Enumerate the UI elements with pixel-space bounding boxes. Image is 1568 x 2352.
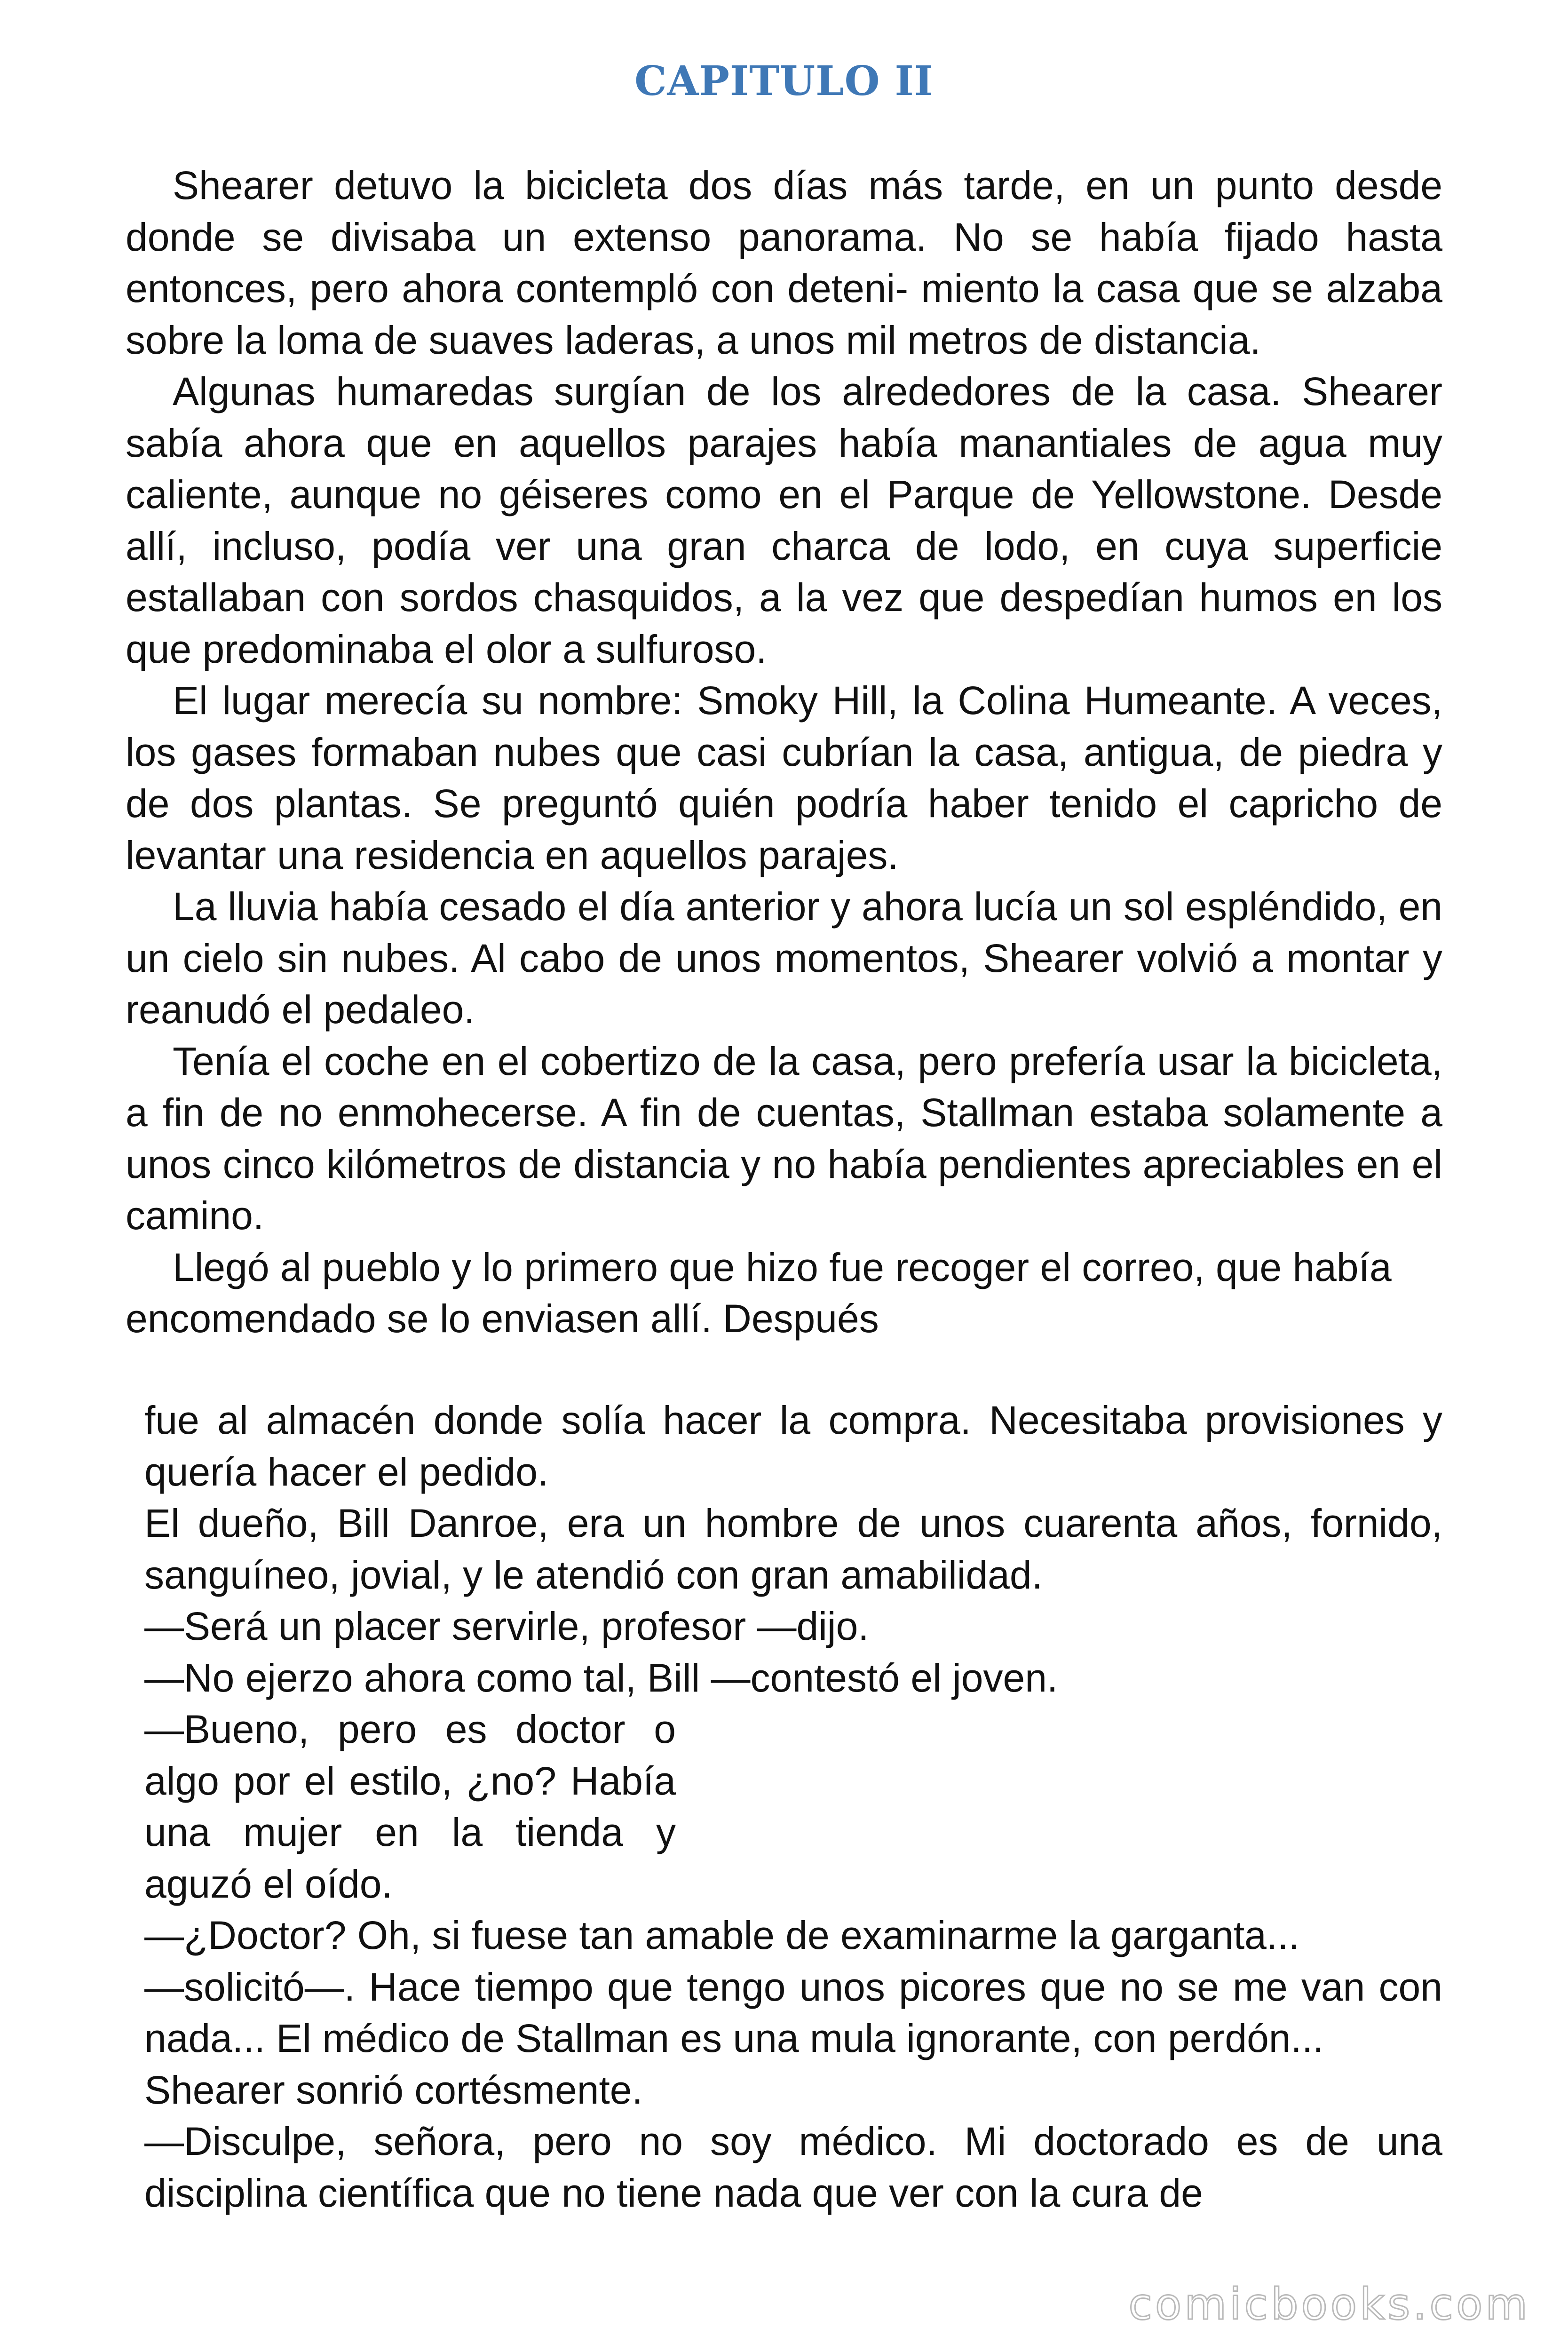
dialog-section	[144, 1395, 1442, 2219]
site-watermark: comicbooks.com	[1128, 2279, 1530, 2329]
paragraph: Tenía el coche en el cobertizo de la casa, pero prefería usar la bicicleta, a fin de no enmohecerse. A fin de cuentas, Stallman estaba solamente a unos cinco kilómetros de distancia y no había pendientes apreciables en el camino.	[126, 1039, 1442, 1238]
narrative-body	[126, 160, 1442, 1345]
dialog-line: —solicitó—. Hace tiempo que tengo unos picores que no se me van con nada... El médico de Stallman es una mula ignorante, con perdón...	[144, 1964, 1442, 2060]
dialog-line: —Será un placer servirle, profesor —dijo.	[144, 1604, 869, 1648]
dialog-line: —No ejerzo ahora como tal, Bill —contestó el joven.	[144, 1655, 1058, 1700]
dialog-line: —Bueno, pero es doctor o algo por el estilo, ¿no? Había una mujer en la tienda y aguzó el oído.	[144, 1707, 676, 1906]
chapter-title: CAPITULO II	[634, 57, 934, 105]
paragraph: fue al almacén donde solía hacer la compra. Necesitaba provisiones y quería hacer el pedido.	[144, 1398, 1442, 1494]
dialog-line: —¿Doctor? Oh, si fuese tan amable de examinarme la garganta...	[144, 1913, 1299, 1957]
paragraph: El lugar merecía su nombre: Smoky Hill, la Colina Humeante. A veces, los gases formaban nubes que casi cubrían la casa, antigua, de piedra y de dos plantas. Se preguntó quién podría haber tenido el capricho de levantar una residencia en aquellos parajes.	[126, 678, 1442, 877]
paragraph: Llegó al pueblo y lo primero que hizo fue recoger el correo, que había encomendado se lo enviasen allí. Después	[126, 1245, 1392, 1341]
paragraph: Shearer sonrió cortésmente.	[144, 2067, 643, 2112]
dialog-line: —Disculpe, señora, pero no soy médico. Mi doctorado es de una disciplina científica que no tiene nada que ver con la cura de	[144, 2119, 1442, 2215]
paragraph: El dueño, Bill Danroe, era un hombre de unos cuarenta años, fornido, sanguíneo, jovial, y le atendió con gran amabilidad.	[144, 1501, 1442, 1597]
paragraph: Shearer detuvo la bicicleta dos días más tarde, en un punto desde donde se divisaba un extenso panorama. No se había fijado hasta entonces, pero ahora contempló con deteni- miento la casa que se alzaba sobre la loma de suaves laderas, a unos mil metros de distancia.	[126, 163, 1442, 362]
paragraph: Algunas humaredas surgían de los alrededores de la casa. Shearer sabía ahora que en aquellos parajes había manantiales de agua muy caliente, aunque no géiseres como en el Parque de Yellowstone. Desde allí, incluso, podía ver una gran charca de lodo, en cuya superficie estallaban con sordos chasquidos, a la vez que despedían humos en los que predominaba el olor a sulfuroso.	[126, 369, 1442, 671]
paragraph: La lluvia había cesado el día anterior y ahora lucía un sol espléndido, en un cielo sin nubes. Al cabo de unos momentos, Shearer volvió a montar y reanudó el pedaleo.	[126, 884, 1442, 1032]
